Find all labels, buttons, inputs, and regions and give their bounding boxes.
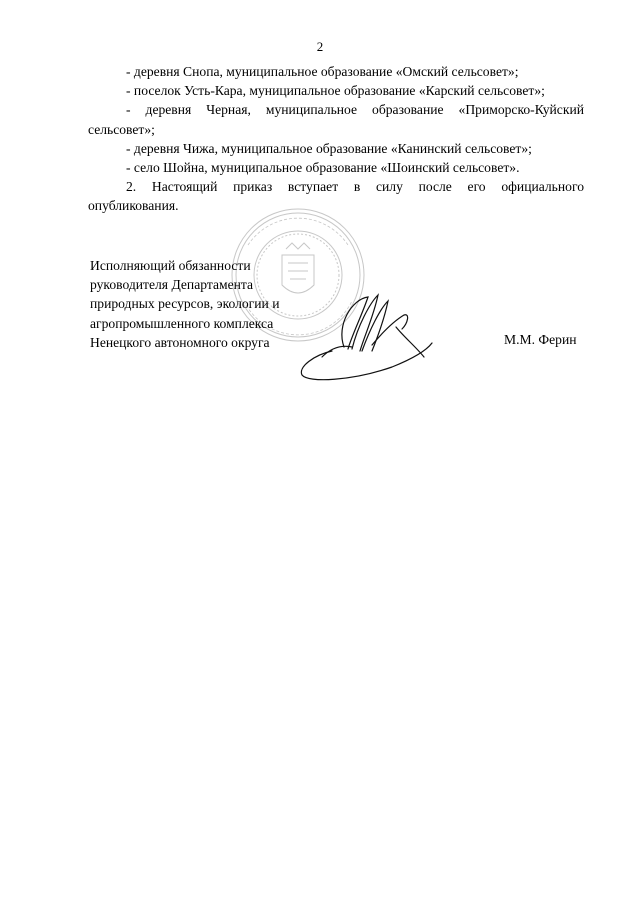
document-body (88, 62, 584, 216)
paragraph-2-line-1: 2. Настоящий приказ вступает в силу после его официального (126, 179, 584, 195)
list-item: - деревня Снопа, муниципальное образование «Омский сельсовет»; (126, 64, 519, 79)
signature-block (90, 256, 279, 352)
page-number: 2 (316, 39, 324, 54)
signer-position-line: природных ресурсов, экологии и (90, 296, 280, 312)
signer-position-line: Исполняющий обязанности (90, 258, 251, 273)
signer-position-line: Ненецкого автономного округа (90, 334, 270, 350)
list-item: - поселок Усть-Кара, муниципальное образование «Карский сельсовет»; (126, 83, 545, 99)
list-item-continuation: сельсовет»; (88, 121, 155, 137)
signer-name: М.М. Ферин (504, 332, 577, 347)
signer-position-line: агропромышленного комплекса (90, 315, 274, 331)
signer-position-line: руководителя Департамента (90, 277, 254, 293)
list-item: - деревня Черная, муниципальное образование «Приморско-Куйский (126, 102, 584, 118)
list-item: - деревня Чижа, муниципальное образование «Канинский сельсовет»; (126, 140, 532, 156)
paragraph-2-line-2: опубликования. (88, 198, 179, 214)
list-item: - село Шойна, муниципальное образование «Шоинский сельсовет». (126, 160, 520, 176)
handwritten-signature-icon (292, 285, 452, 385)
